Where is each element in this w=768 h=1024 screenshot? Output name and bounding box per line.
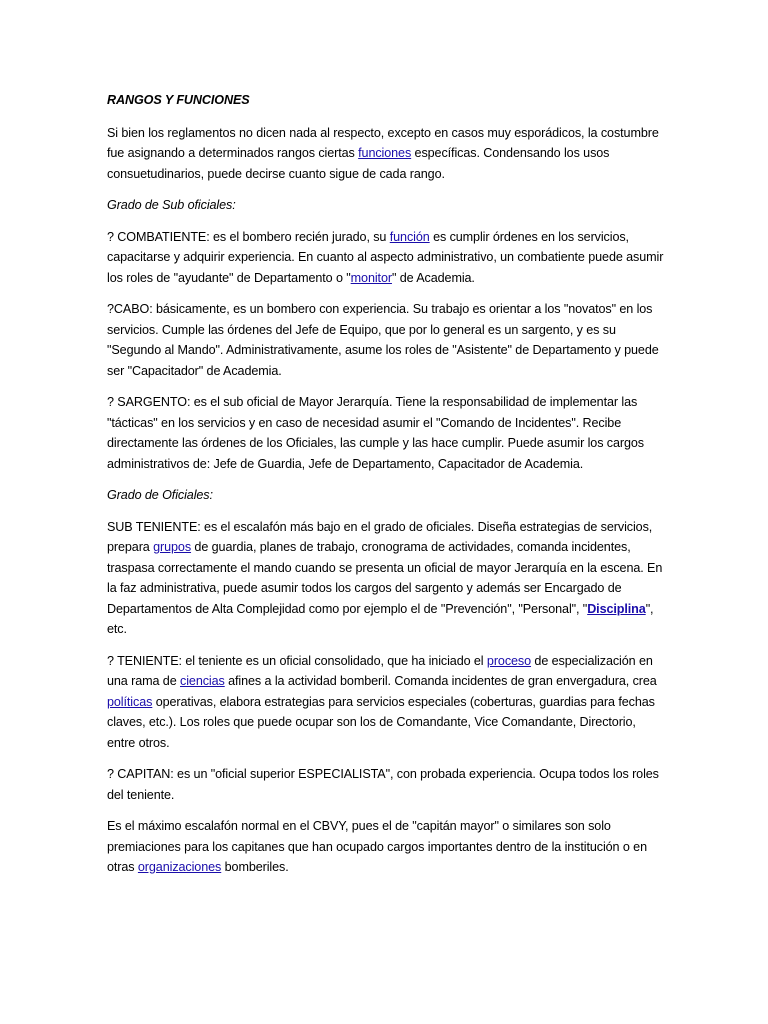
paragraph-subteniente: SUB TENIENTE: es el escalafón más bajo en el grado de oficiales. Diseña estrategias de servicios, prepara grupos de guardia, planes de trabajo, cronograma de actividades, comanda incidentes, traspasa correctamente el mando cuando se presenta un oficial de mayor Jerarquía en la escena. En la faz administrativa, puede asumir todos los cargos del sargento y además ser Encargado de Departamentos de Alta Complejidad como por ejemplo el de "Prevención", "Personal", "Disciplina", etc. <box>107 519 663 636</box>
heading-oficiales: Grado de Oficiales: <box>107 488 213 502</box>
intro-paragraph: Si bien los reglamentos no dicen nada al respecto, excepto en casos muy esporádicos, la costumbre fue asignando a determinados rangos ciertas funciones específicas. Condensando los usos consuetudinarios, puede decirse cuanto sigue de cada rango. <box>107 125 659 181</box>
paragraph-teniente: ? TENIENTE: el teniente es un oficial consolidado, que ha iniciado el proceso de especialización en una rama de ciencias afines a la actividad bomberil. Comanda incidentes de gran envergadura, crea políticas operativas, elabora estrategias para servicios especiales (coberturas, guardias para fechas claves, etc.). Los roles que puede ocupar son los de Comandante, Vice Comandante, Directorio, entre otros. <box>107 653 657 750</box>
paragraph-combatiente: ? COMBATIENTE: es el bombero recién jurado, su función es cumplir órdenes en los servicios, capacitarse y adquirir experiencia. En cuanto al aspecto administrativo, un combatiente puede asumir los roles de "ayudante" de Departamento o "monitor" de Academia. <box>107 229 664 285</box>
link-organizaciones[interactable]: organizaciones <box>137 860 222 874</box>
document-body <box>107 90 667 889</box>
link-ciencias[interactable]: ciencias <box>180 674 225 688</box>
paragraph-capitan: ? CAPITAN: es un "oficial superior ESPECIALISTA", con probada experiencia. Ocupa todos los roles del teniente. <box>107 767 659 802</box>
link-disciplina[interactable]: Disciplina <box>587 601 646 616</box>
link-funciones[interactable]: funciones <box>358 146 412 160</box>
paragraph-maximo: Es el máximo escalafón normal en el CBVY, pues el de "capitán mayor" o similares son solo premiaciones para los capitanes que han ocupado cargos importantes dentro de la institución o en otras organizaciones bomberiles. <box>107 819 647 874</box>
document-title: RANGOS Y FUNCIONES <box>107 93 250 107</box>
paragraph-sargento: ? SARGENTO: es el sub oficial de Mayor Jerarquía. Tiene la responsabilidad de implementar las "tácticas" en los servicios y en caso de necesidad asumir el "Comando de Incidentes". Recibe directamente las órdenes de los Oficiales, las cumple y las hace cumplir. Puede asumir los cargos administrativos de: Jefe de Guardia, Jefe de Departamento, Capacitador de Academia. <box>107 395 644 471</box>
heading-suboficiales: Grado de Sub oficiales: <box>107 198 236 212</box>
link-grupos[interactable]: grupos <box>153 540 192 554</box>
link-politicas[interactable]: políticas <box>107 694 153 709</box>
link-proceso[interactable]: proceso <box>486 653 532 668</box>
link-funcion[interactable]: función <box>389 229 430 244</box>
link-monitor[interactable]: monitor <box>350 270 392 285</box>
paragraph-cabo: ?CABO: básicamente, es un bombero con experiencia. Su trabajo es orientar a los "novatos" en los servicios. Cumple las órdenes del Jefe de Equipo, que por lo general es un sargento, y es su "Segundo al Mando". Administrativamente, asume los roles de "Asistente" de Departamento y puede ser "Capacitador" de Academia. <box>107 302 659 378</box>
